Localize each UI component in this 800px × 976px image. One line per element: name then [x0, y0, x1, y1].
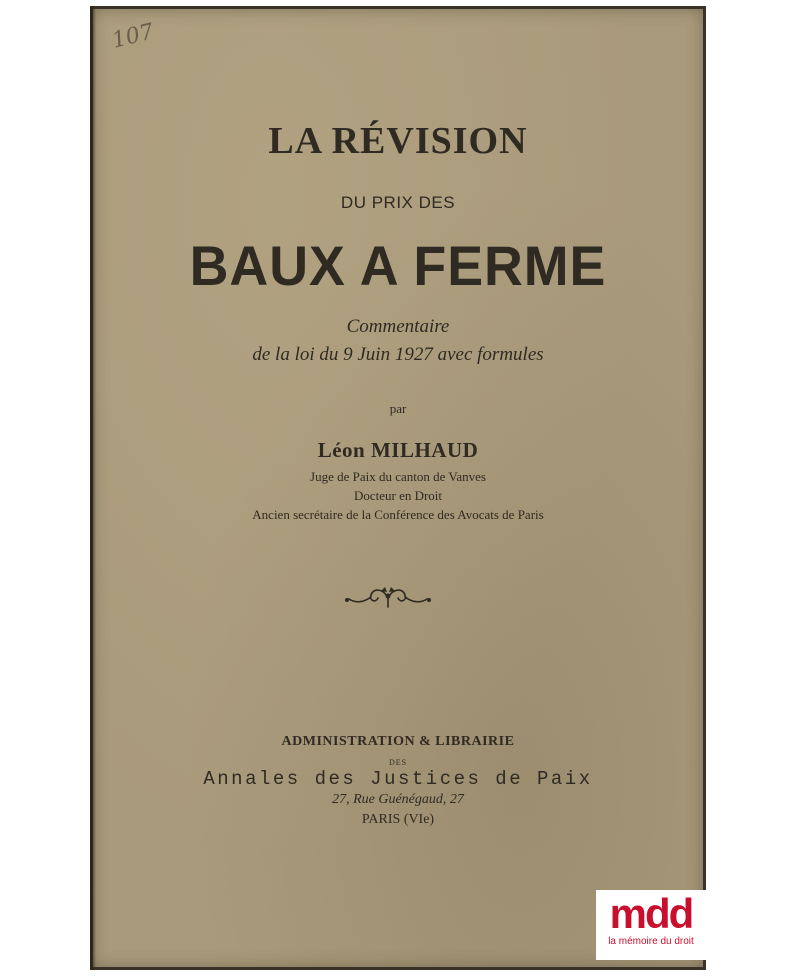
publisher-city: PARIS (VIe)	[361, 812, 435, 827]
logo-mark: mdd	[609, 890, 693, 937]
title-line-2: DU PRIX DES	[340, 193, 456, 212]
mdd-logo	[596, 890, 706, 960]
logo-tagline: la mémoire du droit	[608, 936, 694, 947]
author-title-2: Docteur en Droit	[353, 488, 443, 503]
by-label: par	[389, 401, 407, 416]
author-name: Léon MILHAUD	[317, 438, 479, 462]
author-title-1: Juge de Paix du canton de Vanves	[310, 469, 486, 484]
ornament-icon	[343, 583, 433, 613]
author-title-3: Ancien secrétaire de la Conférence des Avocats de Paris	[252, 507, 544, 522]
subtitle-line-2: de la loi du 9 Juin 1927 avec formules	[252, 344, 544, 365]
title-line-1: LA RÉVISION	[268, 120, 528, 162]
publisher-line-1: ADMINISTRATION & LIBRAIRIE	[281, 734, 515, 749]
subtitle-line-1: Commentaire	[346, 316, 450, 337]
publisher-address: 27, Rue Guénégaud, 27	[332, 792, 464, 807]
publisher-name: Annales des Justices de Paix	[203, 768, 593, 790]
title-main: BAUX A FERME	[189, 234, 607, 297]
handwritten-note: 107	[109, 19, 157, 54]
publisher-line-2: DES	[388, 758, 408, 767]
book-cover	[90, 6, 706, 970]
